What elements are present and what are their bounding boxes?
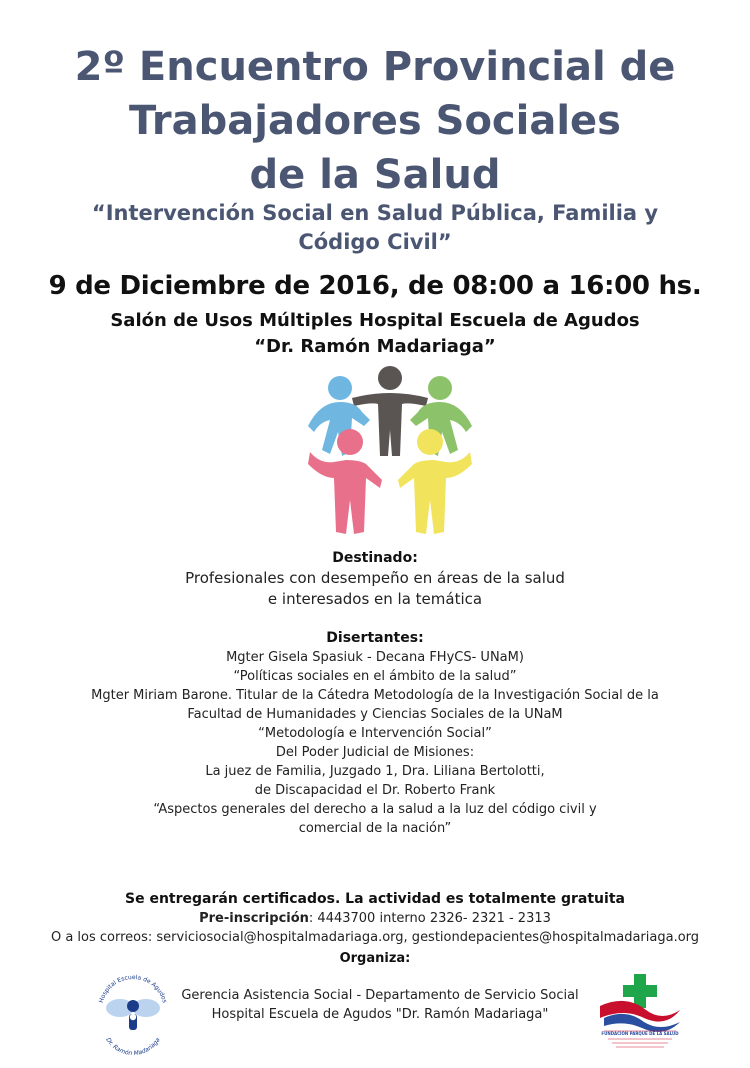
organizer-line-1: Gerencia Asistencia Social - Departamento de Servicio Social xyxy=(181,988,579,1003)
disertantes-heading: Disertantes: xyxy=(326,630,424,646)
people-circle-icon xyxy=(300,360,480,540)
title-line-1: 2º Encuentro Provincial de xyxy=(74,44,676,90)
organizer-block xyxy=(170,986,590,1024)
disertante-line: La juez de Familia, Juzgado 1, Dra. Liliana Bertolotti, xyxy=(205,764,545,779)
disertante-line: “Aspectos generales del derecho a la salud a la luz del código civil y xyxy=(153,802,597,817)
subtitle-line-1: “Intervención Social en Salud Pública, Familia y xyxy=(91,201,659,225)
event-venue xyxy=(0,308,750,360)
event-title xyxy=(0,40,750,202)
disertante-line: comercial de la nación” xyxy=(298,821,452,836)
svg-text:Hospital Escuela de Agudos xyxy=(98,974,168,1004)
disertantes-section xyxy=(0,628,750,838)
certificates-note: Se entregarán certificados. La actividad es totalmente gratuita xyxy=(125,891,625,907)
event-subtitle xyxy=(0,199,750,257)
disertante-line: “Metodología e Intervención Social” xyxy=(258,726,492,741)
preinscripcion-label: Pre-inscripción xyxy=(199,911,309,926)
emails-line: O a los correos: serviciosocial@hospitalmadariaga.org, gestiondepacientes@hospitalmadariaga.org xyxy=(50,930,700,945)
disertante-line: Mgter Miriam Barone. Titular de la Cátedra Metodología de la Investigación Social de la xyxy=(91,688,659,703)
destinado-line-2: e interesados en la temática xyxy=(267,590,483,608)
hospital-logo-bottom-text: Dr. Ramón Madariaga xyxy=(104,1036,162,1058)
disertante-line: “Políticas sociales en el ámbito de la salud” xyxy=(233,669,517,684)
disertante-line: Facultad de Humanidades y Ciencias Sociales de la UNaM xyxy=(187,707,563,722)
destinado-line-1: Profesionales con desempeño en áreas de la salud xyxy=(185,569,565,587)
event-date: 9 de Diciembre de 2016, de 08:00 a 16:00 hs. xyxy=(48,271,702,301)
organizer-line-2: Hospital Escuela de Agudos "Dr. Ramón Madariaga" xyxy=(211,1007,549,1022)
venue-line-1: Salón de Usos Múltiples Hospital Escuela de Agudos xyxy=(110,310,640,331)
footer-section xyxy=(0,889,750,969)
fundacion-logo-text: FUNDACIÓN PARQUE DE LA SALUD xyxy=(601,1031,679,1036)
title-line-3: de la Salud xyxy=(249,152,501,198)
preinscripcion-line xyxy=(0,909,750,928)
subtitle-line-2: Código Civil” xyxy=(298,230,452,254)
svg-text:Dr. Ramón Madariaga xyxy=(104,1036,162,1057)
hospital-logo-top-text: Hospital Escuela de Agudos xyxy=(97,973,169,1004)
hospital-logo-icon xyxy=(92,970,174,1062)
title-line-2: Trabajadores Sociales xyxy=(129,98,621,144)
destinado-heading: Destinado: xyxy=(332,550,418,566)
preinscripcion-value: : 4443700 interno 2326- 2321 - 2313 xyxy=(308,911,551,926)
disertante-line: Mgter Gisela Spasiuk - Decana FHyCS- UNaM) xyxy=(226,650,524,665)
destinado-section xyxy=(0,548,750,610)
organiza-heading: Organiza: xyxy=(339,951,411,966)
disertante-line: de Discapacidad el Dr. Roberto Frank xyxy=(254,783,496,798)
disertante-line: Del Poder Judicial de Misiones: xyxy=(275,745,475,760)
venue-line-2: “Dr. Ramón Madariaga” xyxy=(254,336,496,357)
fundacion-logo-icon xyxy=(596,968,684,1060)
